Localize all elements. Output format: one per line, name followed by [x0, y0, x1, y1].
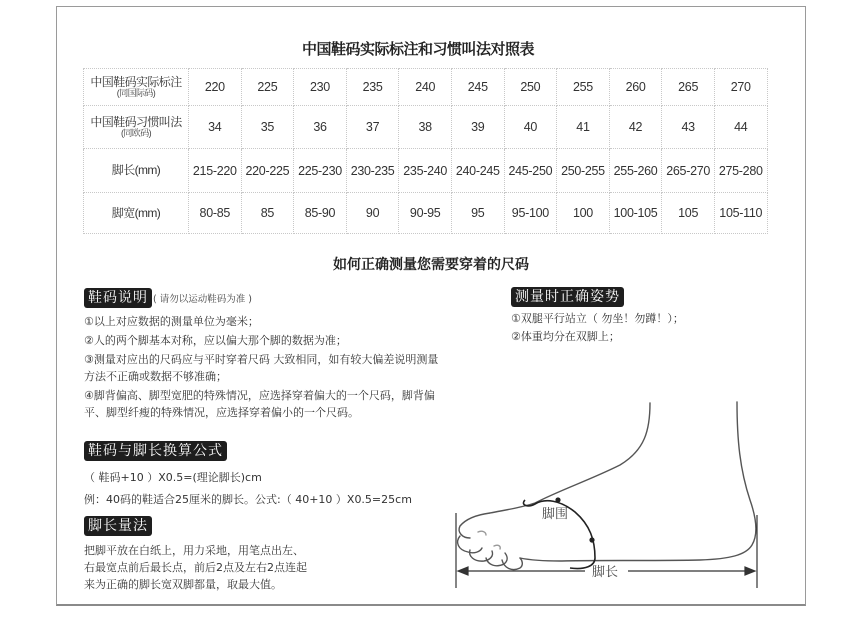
table-cell: 34 [189, 106, 242, 149]
row-header: 脚长(mm) [84, 149, 189, 193]
table-cell: 260 [609, 69, 662, 106]
row-header: 中国鞋码习惯叫法 (同欧码) [84, 106, 189, 149]
table-cell: 105 [662, 193, 715, 234]
table-cell: 220-225 [241, 149, 294, 193]
table-cell: 42 [609, 106, 662, 149]
method-line: 把脚平放在白纸上，用力采地，用笔点出左、 [84, 544, 304, 557]
table-row [84, 69, 768, 106]
table-cell: 235 [346, 69, 399, 106]
table-cell: 245-250 [504, 149, 557, 193]
formula-example: 例：40码的鞋适合25厘米的脚长。公式:（ 40+10 ）X0.5=25cm [84, 493, 412, 506]
method-line: 来为正确的脚长宽双脚都量，取最大值。 [84, 578, 282, 591]
measuring-posture [511, 287, 801, 346]
table-cell: 105-110 [714, 193, 767, 234]
table-row [84, 193, 768, 234]
table-cell: 225 [241, 69, 294, 106]
table-cell: 265-270 [662, 149, 715, 193]
table-cell: 230-235 [346, 149, 399, 193]
table-cell: 41 [557, 106, 610, 149]
table-row [84, 149, 768, 193]
row-header: 脚宽(mm) [84, 193, 189, 234]
table-cell: 80-85 [189, 193, 242, 234]
conversion-formula-tag: 鞋码与脚长换算公式 [84, 441, 227, 461]
table-cell: 95-100 [504, 193, 557, 234]
shoe-size-notes-tag: 鞋码说明 [84, 288, 152, 308]
table-cell: 250 [504, 69, 557, 106]
table-cell: 36 [294, 106, 347, 149]
shoe-size-notes [84, 288, 444, 423]
size-comparison-table [83, 68, 768, 234]
table-cell: 39 [451, 106, 504, 149]
table-cell: 250-255 [557, 149, 610, 193]
table-cell: 225-230 [294, 149, 347, 193]
table-cell: 95 [451, 193, 504, 234]
table-cell: 255-260 [609, 149, 662, 193]
table-cell: 240 [399, 69, 452, 106]
section-title: 如何正确测量您需要穿着的尺码 [333, 257, 529, 273]
table-row [84, 106, 768, 149]
table-cell: 90-95 [399, 193, 452, 234]
table-cell: 37 [346, 106, 399, 149]
table-cell: 100 [557, 193, 610, 234]
table-cell: 40 [504, 106, 557, 149]
girth-label: 脚围 [542, 507, 569, 522]
row-header: 中国鞋码实际标注 (同国际码) [84, 69, 189, 106]
posture-item: ①双腿平行站立（ 勿坐！勿蹲！）； [511, 312, 684, 325]
shoe-size-notes-note: ( 请勿以运动鞋码为准 ) [153, 294, 252, 305]
table-cell: 85 [241, 193, 294, 234]
length-label: 脚长 [592, 565, 619, 580]
table-cell: 35 [241, 106, 294, 149]
posture-item: ②体重均分在双脚上； [511, 330, 620, 343]
foot-length-method [84, 516, 454, 593]
table-cell: 220 [189, 69, 242, 106]
page-title-text: 中国鞋码实际标注和习惯叫法对照表 [301, 40, 534, 58]
table-cell: 215-220 [189, 149, 242, 193]
table-cell: 43 [662, 106, 715, 149]
note-item: ④脚背偏高、脚型宽肥的特殊情况，应选择穿着偏大的一个尺码，脚背偏平、脚型纤瘦的特殊情况，应选择穿着偏小的一个尺码。 [84, 389, 435, 419]
table-cell: 85-90 [294, 193, 347, 234]
method-line: 右最宽点前后最长点，前后2点及左右2点连起 [84, 561, 307, 574]
measuring-posture-tag: 测量时正确姿势 [511, 287, 624, 307]
table-cell: 38 [399, 106, 452, 149]
note-item: ③测量对应出的尺码应与平时穿着尺码 大致相同，如有较大偏差说明测量方法不正确或数据不够准确； [84, 353, 439, 383]
table-cell: 230 [294, 69, 347, 106]
foot-length-method-tag: 脚长量法 [84, 516, 152, 536]
table-cell: 240-245 [451, 149, 504, 193]
table-cell: 100-105 [609, 193, 662, 234]
page-title [0, 38, 842, 59]
table-cell: 90 [346, 193, 399, 234]
formula-text: （ 鞋码+10 ）X0.5=(理论脚长)cm [84, 471, 262, 484]
table-cell: 235-240 [399, 149, 452, 193]
table-cell: 270 [714, 69, 767, 106]
table-cell: 275-280 [714, 149, 767, 193]
table-cell: 255 [557, 69, 610, 106]
table-cell: 245 [451, 69, 504, 106]
table-cell: 44 [714, 106, 767, 149]
note-item: ②人的两个脚基本对称，应以偏大那个脚的数据为准； [84, 334, 347, 347]
note-item: ①以上对应数据的测量单位为毫米； [84, 315, 259, 328]
foot-illustration [450, 360, 790, 600]
table-cell: 265 [662, 69, 715, 106]
conversion-formula [84, 441, 454, 513]
